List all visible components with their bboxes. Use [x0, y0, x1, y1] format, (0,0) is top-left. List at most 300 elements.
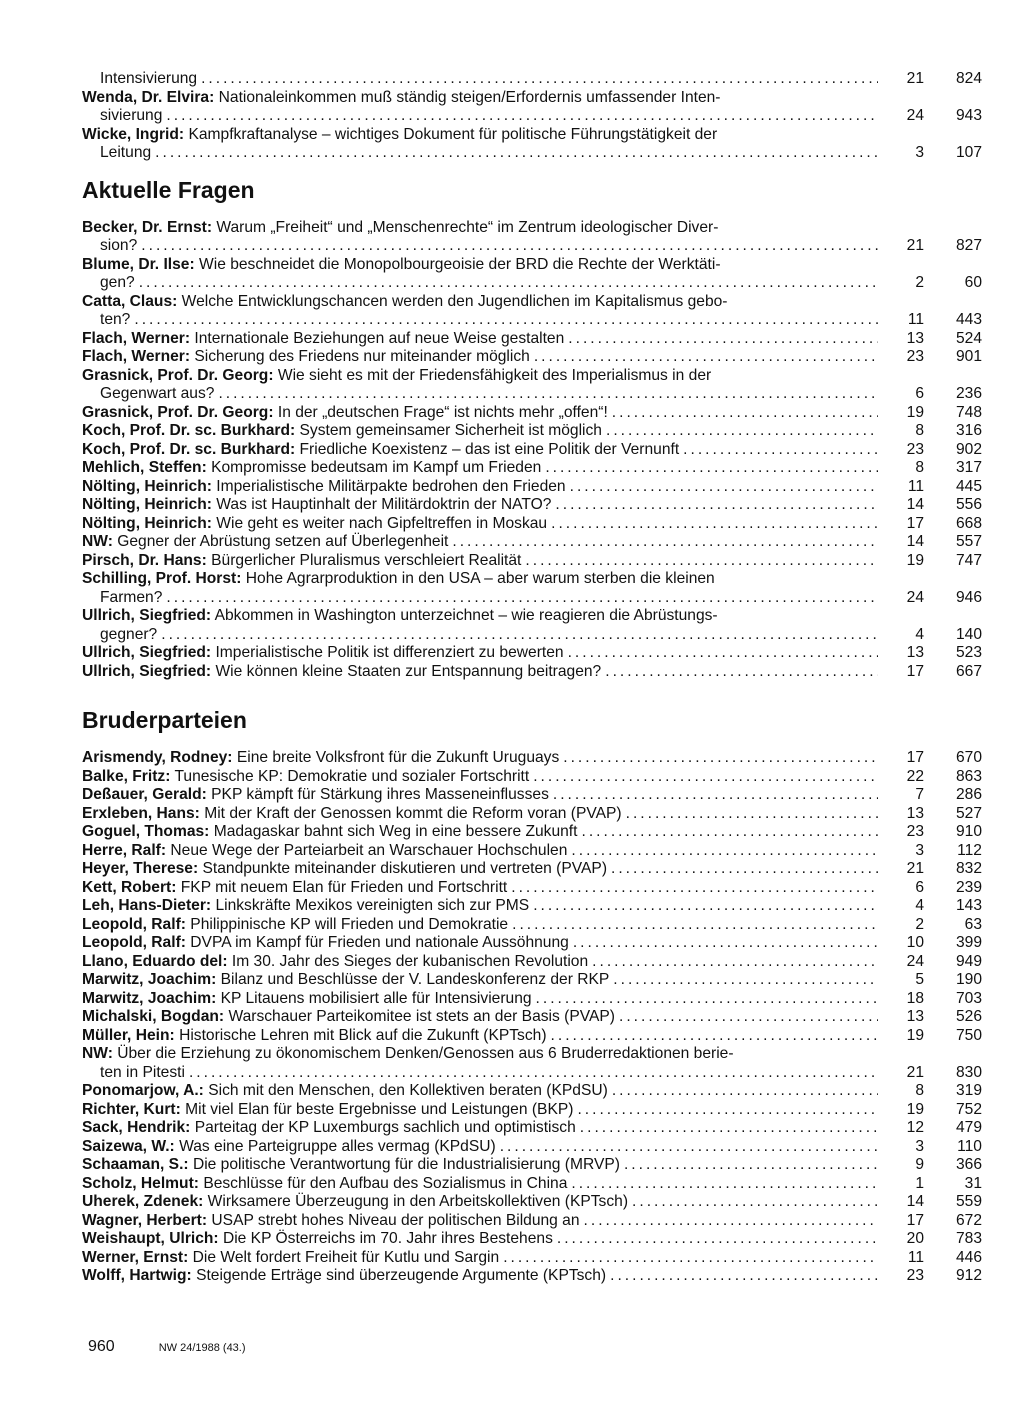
- entry-line-text: [82, 293, 727, 310]
- page-number: 752: [955, 1100, 982, 1118]
- index-entry: [82, 1082, 982, 1101]
- index-page: [82, 70, 982, 1286]
- index-entry: [82, 879, 982, 898]
- issue-number: 3: [915, 841, 924, 859]
- entry-last-line: [82, 459, 884, 478]
- dot-leader: [679, 441, 878, 460]
- index-entry: [82, 459, 982, 478]
- entry-text: [82, 644, 884, 663]
- entry-title: Steigende Erträge sind überzeugende Argumente (KPTsch): [196, 1267, 607, 1284]
- entry-author: NW:: [82, 533, 113, 550]
- entry-last-line: [82, 478, 884, 497]
- index-entry: [82, 1267, 982, 1286]
- entry-title: Standpunkte miteinander diskutieren und vertreten (PVAP): [202, 860, 608, 877]
- entry-last-line: [82, 552, 884, 571]
- entry-author: Nölting, Heinrich:: [82, 477, 212, 495]
- page-number: 824: [955, 70, 982, 87]
- dot-leader: [214, 385, 878, 404]
- entry-text: [82, 953, 884, 972]
- entry-title-part: Gegenwart aus?: [100, 385, 215, 402]
- issue-number: 23: [906, 440, 924, 458]
- entry-title: FKP mit neuem Elan für Frieden und Fortschritt: [180, 878, 508, 896]
- entry-text: [82, 842, 884, 861]
- entry-text: [82, 89, 884, 126]
- issue-number: 4: [915, 897, 924, 914]
- entry-title: Philippinische KP will Frieden und Demokratie: [190, 915, 509, 933]
- entry-text: [82, 1027, 884, 1046]
- entry-text: [82, 1267, 884, 1286]
- entry-line: [82, 367, 884, 386]
- entry-line-text: [82, 404, 608, 423]
- entry-line-text: [82, 1008, 615, 1027]
- page-number: 830: [955, 1063, 982, 1081]
- entry-text: [82, 1138, 884, 1157]
- entry-line-text: [82, 330, 564, 349]
- issue-number: 1: [915, 1174, 924, 1192]
- entry-author: Scholz, Helmut:: [82, 1174, 199, 1192]
- entry-list: [82, 749, 982, 1286]
- index-entry: [82, 70, 982, 89]
- entry-author: Ullrich, Siegfried:: [82, 644, 212, 661]
- entry-title: Hohe Agrarproduktion in den USA – aber warum sterben die kleinen: [245, 570, 715, 587]
- entry-line-text: [82, 607, 718, 624]
- entry-last-line: [82, 916, 884, 935]
- page-number: 670: [955, 749, 982, 766]
- entry-title: Madagaskar bahnt sich Weg in eine bessere Zukunft: [213, 823, 578, 840]
- page-number: 190: [955, 971, 982, 988]
- entry-line-text: [82, 126, 717, 143]
- entry-title: Die KP Österreichs im 70. Jahr ihres Bestehens: [222, 1230, 553, 1247]
- entry-title: Bilanz und Beschlüsse der V. Landeskonferenz der RKP: [220, 971, 610, 988]
- index-entry: [82, 478, 982, 497]
- dot-leader: [553, 1230, 878, 1249]
- entry-line-text: [82, 1045, 734, 1062]
- entry-title: System gemeinsamer Sicherheit ist möglich: [299, 422, 602, 439]
- dot-leader: [549, 786, 878, 805]
- page-number: 443: [955, 311, 982, 328]
- page-number: 912: [955, 1267, 982, 1284]
- index-entry: [82, 1138, 982, 1157]
- entry-last-line: [82, 385, 884, 404]
- entry-author: Schaaman, S.:: [82, 1156, 189, 1173]
- issue-number: 14: [906, 533, 924, 550]
- entry-line-text: [82, 768, 529, 787]
- entry-author: Becker, Dr. Ernst:: [82, 218, 213, 236]
- entry-line: [82, 219, 884, 238]
- entry-line-text: [82, 459, 541, 478]
- entry-title: Mit der Kraft der Genossen kommt die Reform voran (PVAP): [204, 804, 622, 822]
- entry-title: Imperialistische Politik ist differenziert zu bewerten: [215, 644, 564, 661]
- dot-leader: [615, 1008, 878, 1027]
- page-number: 317: [955, 459, 982, 476]
- issue-number: 17: [906, 662, 924, 680]
- issue-number: 17: [906, 514, 924, 532]
- entry-author: Nölting, Heinrich:: [82, 514, 212, 532]
- entry-author: Ullrich, Siegfried:: [82, 662, 212, 680]
- entry-author: Nölting, Heinrich:: [82, 496, 212, 513]
- entry-last-line: [82, 990, 884, 1009]
- entry-line-text: [82, 533, 448, 552]
- entry-line-text: [82, 478, 566, 497]
- entry-line: [82, 89, 884, 108]
- index-entry: [82, 515, 982, 534]
- entry-last-line: [82, 589, 884, 608]
- entry-last-line: [82, 1156, 884, 1175]
- entry-title: Über die Erziehung zu ökonomischem Denken/Genossen aus 6 Bruderredaktionen berie-: [117, 1045, 734, 1062]
- entry-text: [82, 749, 884, 768]
- entry-author: Deßauer, Gerald:: [82, 786, 207, 803]
- entry-text: [82, 786, 884, 805]
- entry-author: Erxleben, Hans:: [82, 804, 200, 822]
- entry-author: Wicke, Ingrid:: [82, 125, 185, 143]
- page-number: 60: [964, 274, 982, 291]
- entry-text: [82, 348, 884, 367]
- entry-line: [82, 1045, 884, 1064]
- entry-title: Imperialistische Militärpakte bedrohen den Frieden: [216, 477, 566, 495]
- entry-title-part: ten in Pitesti: [100, 1063, 185, 1081]
- dot-leader: [588, 953, 878, 972]
- entry-last-line: [82, 663, 884, 682]
- page-number: 667: [955, 662, 982, 680]
- entry-title: Wirksamere Überzeugung in den Arbeitskollektiven (KPTsch): [207, 1193, 629, 1210]
- page-number: 479: [955, 1119, 982, 1136]
- entry-text: [82, 478, 884, 497]
- page-number: 112: [957, 841, 982, 859]
- index-entry: [82, 1175, 982, 1194]
- dot-leader: [573, 1101, 878, 1120]
- entry-text: [82, 663, 884, 682]
- entry-title: Wie geht es weiter nach Gipfeltreffen in Moskau: [216, 514, 548, 532]
- index-entry: [82, 749, 982, 768]
- entry-author: Sack, Hendrik:: [82, 1119, 191, 1136]
- entry-author: Koch, Prof. Dr. sc. Burkhard:: [82, 422, 296, 439]
- entry-title: Wie beschneidet die Monopolbourgeoisie der BRD die Rechte der Werktäti-: [199, 255, 721, 273]
- entry-text: [82, 897, 884, 916]
- dot-leader: [529, 768, 878, 787]
- entry-text: [82, 1175, 884, 1194]
- entry-last-line: [82, 237, 884, 256]
- issue-number: 2: [915, 274, 924, 291]
- entry-last-line: [82, 1064, 884, 1083]
- entry-line-text: [82, 879, 507, 898]
- issue-number: 6: [915, 878, 924, 896]
- dot-leader: [507, 879, 878, 898]
- entry-line-text: [82, 786, 549, 805]
- entry-text: [82, 1249, 884, 1268]
- issue-number: 21: [906, 237, 924, 254]
- issue-number: 13: [906, 644, 924, 661]
- entry-line-text: [82, 916, 508, 935]
- index-entry: [82, 219, 982, 256]
- entry-list: [82, 70, 982, 163]
- entry-last-line: [82, 1230, 884, 1249]
- entry-line-text: [82, 496, 551, 515]
- entry-line-text: [82, 1230, 553, 1249]
- dot-leader: [606, 1267, 878, 1286]
- issue-number: 11: [907, 477, 924, 495]
- entry-title-part: Farmen?: [100, 588, 163, 606]
- entry-line-text: [82, 1101, 573, 1120]
- entry-title: Friedliche Koexistenz – das ist eine Politik der Vernunft: [299, 440, 680, 458]
- index-entry: [82, 1193, 982, 1212]
- entry-last-line: [82, 441, 884, 460]
- index-entry: [82, 860, 982, 879]
- dot-leader: [601, 663, 878, 682]
- page-number: 523: [955, 644, 982, 661]
- entry-line-text: [82, 348, 530, 367]
- entry-last-line: [82, 842, 884, 861]
- dot-leader: [499, 1249, 878, 1268]
- entry-line-text: [82, 515, 547, 534]
- section-continued: [82, 70, 982, 163]
- entry-last-line: [82, 330, 884, 349]
- entry-title: Die politische Verantwortung für die Industrialisierung (MRVP): [192, 1156, 620, 1173]
- issue-number: 3: [915, 1137, 924, 1155]
- entry-title: Kampfkraftanalyse – wichtiges Dokument für politische Führungstätigkeit der: [188, 125, 718, 143]
- entry-author: Kett, Robert:: [82, 878, 177, 896]
- entry-text: [82, 879, 884, 898]
- entry-title: Die Welt fordert Freiheit für Kutlu und Sargin: [192, 1248, 500, 1266]
- index-entry: [82, 1156, 982, 1175]
- entry-last-line: [82, 274, 884, 293]
- entry-title-part: sivierung: [100, 107, 163, 124]
- entry-line-text: [82, 570, 715, 587]
- entry-author: Grasnick, Prof. Dr. Georg:: [82, 366, 274, 384]
- dot-leader: [162, 589, 878, 608]
- page-number: 526: [955, 1008, 982, 1025]
- issue-number: 4: [915, 625, 924, 643]
- index-entry: [82, 842, 982, 861]
- entry-title: Sich mit den Menschen, den Kollektiven beraten (KPdSU): [208, 1082, 608, 1099]
- entry-text: [82, 219, 884, 256]
- entry-title: Gegner der Abrüstung setzen auf Überlegenheit: [117, 533, 449, 550]
- entry-line-text: [82, 934, 569, 953]
- index-entry: [82, 786, 982, 805]
- entry-text: [82, 990, 884, 1009]
- entry-author: Richter, Kurt:: [82, 1100, 181, 1118]
- page-number: 668: [955, 514, 982, 532]
- dot-leader: [137, 237, 878, 256]
- dot-leader: [135, 274, 878, 293]
- index-entry: [82, 330, 982, 349]
- entry-text: [82, 330, 884, 349]
- entry-author: Flach, Werner:: [82, 329, 191, 347]
- entry-text: [82, 1045, 884, 1082]
- entry-title: Was eine Parteigruppe alles vermag (KPdSU): [179, 1137, 496, 1155]
- page-number: 783: [955, 1230, 982, 1247]
- page-number: 236: [955, 385, 982, 402]
- dot-leader: [567, 842, 878, 861]
- entry-line: [82, 126, 884, 145]
- entry-text: [82, 1082, 884, 1101]
- page-number: 559: [955, 1193, 982, 1210]
- issue-number: 3: [915, 144, 924, 161]
- entry-last-line: [82, 348, 884, 367]
- entry-title: Kompromisse bedeutsam im Kampf um Frieden: [211, 459, 542, 476]
- page-number: 863: [955, 767, 982, 785]
- entry-title: Im 30. Jahr des Sieges der kubanischen Revolution: [231, 952, 589, 970]
- index-entry: [82, 1027, 982, 1046]
- entry-last-line: [82, 897, 884, 916]
- index-entry: [82, 348, 982, 367]
- entry-author: NW:: [82, 1045, 113, 1062]
- page-number: 319: [955, 1082, 982, 1099]
- entry-last-line: [82, 533, 884, 552]
- entry-title: Sicherung des Friedens nur miteinander möglich: [194, 348, 530, 365]
- issue-number: 13: [906, 1008, 924, 1025]
- entry-author: Leopold, Ralf:: [82, 934, 186, 951]
- entry-last-line: [82, 768, 884, 787]
- dot-leader: [448, 533, 878, 552]
- entry-line-text: [82, 367, 711, 384]
- entry-text: [82, 971, 884, 990]
- issue-number: 6: [915, 385, 924, 402]
- section-bruderparteien: [82, 705, 982, 1286]
- entry-title: Neue Wege der Parteiarbeit an Warschauer Hochschulen: [170, 841, 568, 859]
- entry-text: [82, 126, 884, 163]
- index-entry: [82, 768, 982, 787]
- index-entry: [82, 570, 982, 607]
- dot-leader: [547, 1027, 878, 1046]
- entry-last-line: [82, 144, 884, 163]
- entry-last-line: [82, 860, 884, 879]
- index-entry: [82, 1045, 982, 1082]
- page-number: 399: [955, 934, 982, 951]
- entry-author: Wagner, Herbert:: [82, 1211, 208, 1229]
- issue-number: 13: [906, 804, 924, 822]
- dot-leader: [529, 897, 878, 916]
- issue-number: 23: [906, 348, 924, 365]
- dot-leader: [197, 70, 878, 89]
- index-entry: [82, 422, 982, 441]
- issue-number: 8: [915, 459, 924, 476]
- index-entry: [82, 644, 982, 663]
- dot-leader: [628, 1193, 878, 1212]
- entry-line-text: [82, 971, 609, 990]
- entry-line-text: [82, 1027, 547, 1046]
- dot-leader: [569, 934, 878, 953]
- index-entry: [82, 990, 982, 1009]
- entry-last-line: [82, 805, 884, 824]
- entry-author: Müller, Hein:: [82, 1026, 175, 1044]
- page-footer: [88, 1338, 246, 1356]
- entry-title: Eine breite Volksfront für die Zukunft Uruguays: [236, 749, 560, 766]
- page-number: 143: [955, 897, 982, 914]
- entry-line-text: [82, 990, 532, 1009]
- entry-last-line: [82, 404, 884, 423]
- entry-last-line: [82, 311, 884, 330]
- dot-leader: [564, 644, 878, 663]
- entry-line-text: [82, 1082, 608, 1101]
- entry-title: Wie sieht es mit der Friedensfähigkeit des Imperialismus in der: [277, 366, 712, 384]
- issue-number: 8: [915, 1082, 924, 1099]
- index-entry: [82, 1212, 982, 1231]
- entry-last-line: [82, 1175, 884, 1194]
- dot-leader: [608, 1082, 878, 1101]
- entry-author: Mehlich, Steffen:: [82, 459, 207, 476]
- entry-title: Was ist Hauptinhalt der Militärdoktrin der NATO?: [216, 496, 552, 513]
- entry-last-line: [82, 934, 884, 953]
- entry-text: [82, 1230, 884, 1249]
- page-number: 239: [955, 878, 982, 896]
- issue-number: 17: [906, 749, 924, 766]
- page-number: 316: [955, 422, 982, 439]
- index-entry: [82, 1249, 982, 1268]
- index-entry: [82, 916, 982, 935]
- entry-last-line: [82, 953, 884, 972]
- entry-title: DVPA im Kampf für Frieden und nationale Aussöhnung: [190, 934, 569, 951]
- entry-title: KP Litauens mobilisiert alle für Intensivierung: [220, 989, 532, 1007]
- entry-line-text: [82, 422, 602, 441]
- index-entry: [82, 897, 982, 916]
- entry-text: [82, 1156, 884, 1175]
- entry-text: [82, 293, 884, 330]
- entry-last-line: [82, 823, 884, 842]
- dot-leader: [566, 478, 878, 497]
- entry-last-line: [82, 749, 884, 768]
- dot-leader: [564, 330, 878, 349]
- dot-leader: [602, 422, 878, 441]
- entry-author: Saizewa, W.:: [82, 1137, 175, 1155]
- entry-text: [82, 805, 884, 824]
- entry-author: Arismendy, Rodney:: [82, 749, 233, 766]
- entry-line-text: [82, 860, 607, 879]
- issue-number: 14: [906, 496, 924, 513]
- entry-last-line: [82, 1193, 884, 1212]
- page-number: 832: [955, 860, 982, 877]
- entry-line-text: [82, 823, 577, 842]
- entry-title-part: ten?: [100, 311, 131, 328]
- entry-line-text: [82, 644, 564, 663]
- index-entry: [82, 1119, 982, 1138]
- entry-line-text: [82, 1193, 628, 1212]
- issue-number: 23: [906, 823, 924, 840]
- issue-number: 8: [915, 422, 924, 439]
- index-entry: [82, 823, 982, 842]
- issue-number: 24: [906, 588, 924, 606]
- entry-line: [82, 570, 884, 589]
- entry-last-line: [82, 879, 884, 898]
- page-number: 960: [88, 1338, 115, 1355]
- entry-title: Abkommen in Washington unterzeichnet – wie reagieren die Abrüstungs-: [214, 607, 718, 624]
- entry-line-text: [82, 1175, 567, 1194]
- index-entry: [82, 607, 982, 644]
- entry-text: [82, 70, 884, 89]
- entry-author: Herre, Ralf:: [82, 841, 167, 859]
- dot-leader: [157, 626, 878, 645]
- index-entry: [82, 533, 982, 552]
- issue-number: 7: [915, 786, 924, 803]
- index-entry: [82, 934, 982, 953]
- entry-title: Warum „Freiheit“ und „Menschenrechte“ im Zentrum ideologischer Diver-: [216, 218, 719, 236]
- entry-line-text: [82, 1249, 499, 1268]
- dot-leader: [162, 107, 878, 126]
- entry-title: Warschauer Parteikomitee ist stets an der Basis (PVAP): [228, 1008, 615, 1025]
- page-number: 140: [955, 625, 982, 643]
- issue-number: 19: [906, 551, 924, 569]
- entry-author: Heyer, Therese:: [82, 860, 199, 877]
- entry-text: [82, 768, 884, 787]
- entry-title: Linkskräfte Mexikos vereinigten sich zur PMS: [215, 897, 530, 914]
- issue-number: 10: [906, 934, 924, 951]
- issue-number: 12: [906, 1119, 924, 1136]
- index-entry: [82, 552, 982, 571]
- index-entry: [82, 663, 982, 682]
- index-entry: [82, 441, 982, 460]
- page-number: 63: [964, 915, 982, 933]
- entry-last-line: [82, 626, 884, 645]
- entry-last-line: [82, 1101, 884, 1120]
